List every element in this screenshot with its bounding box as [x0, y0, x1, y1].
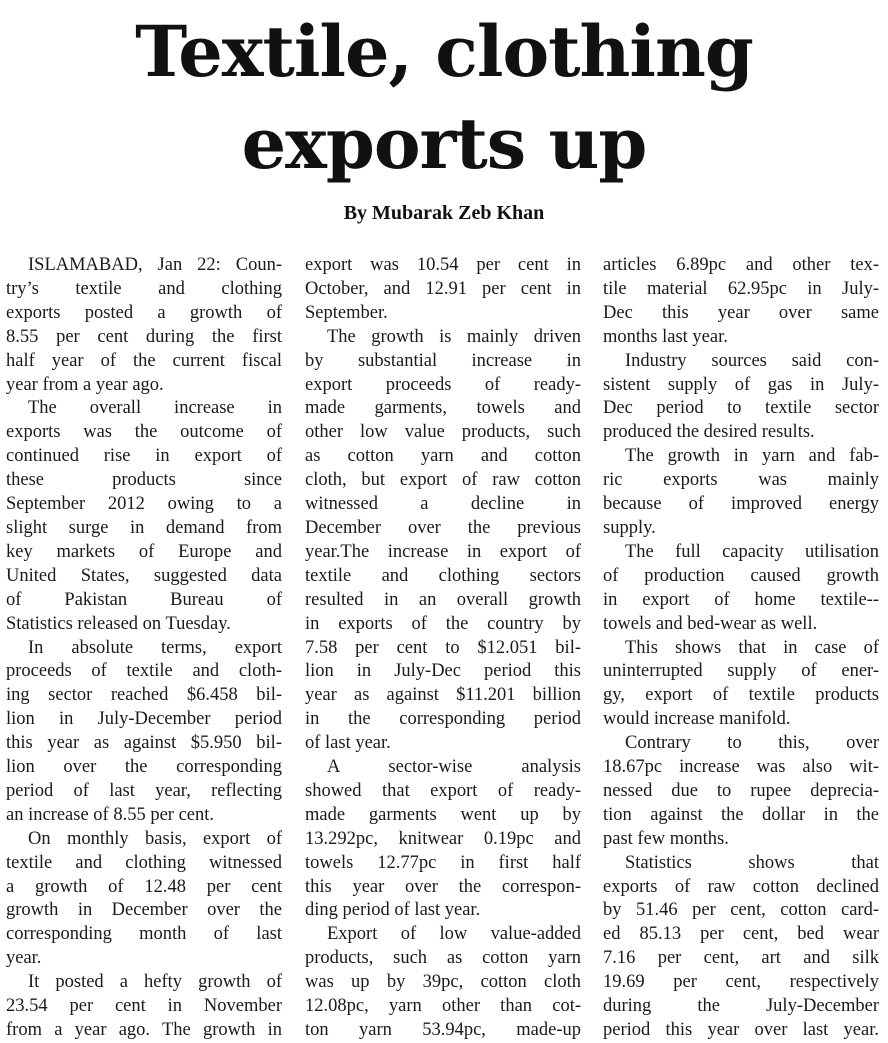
article-text-line: months last year.	[603, 326, 728, 347]
article-text-line: would increase manifold.	[603, 709, 791, 730]
article-text-line: lion over the corresponding	[6, 757, 282, 778]
article-text-line: United States, suggested data	[6, 565, 282, 586]
article-column-3	[603, 254, 879, 1043]
article-text-line: The overall increase in	[28, 398, 282, 419]
article-text-line: Statistics released on Tuesday.	[6, 613, 231, 634]
article-text-line: ding period of last year.	[305, 900, 481, 921]
article-text-line: tion against the dollar in the	[603, 804, 879, 825]
article-text-line: The full capacity utilisation	[625, 541, 879, 562]
article-text-line: supply.	[603, 517, 656, 538]
article-text-line: of last year.	[305, 733, 391, 754]
article-text-line: witnessed a decline in	[305, 494, 581, 515]
article-text-line: 13.292pc, knitwear 0.19pc and	[305, 828, 581, 849]
article-text-line: ISLAMABAD, Jan 22: Coun-	[28, 255, 282, 275]
article-text-line: was up by 39pc, cotton cloth	[305, 972, 581, 993]
article-text-line: articles 6.89pc and other tex-	[603, 255, 879, 275]
article-text-line: in exports of the country by	[305, 613, 581, 634]
article-text-line: from a year ago. The growth in	[6, 1020, 282, 1040]
article-text-line: Export of low value-added	[327, 924, 581, 945]
article-text-line: A sector-wise analysis	[327, 757, 581, 778]
article-text-line: year as against $11.201 billion	[305, 685, 581, 706]
article-text-line: period of last year, reflecting	[6, 780, 282, 801]
article-text-line: sistent supply of gas in July-	[603, 374, 879, 395]
article-text-line: This shows that in case of	[625, 637, 879, 658]
article-text-line: In absolute terms, export	[28, 637, 282, 658]
article-text-line: ric exports was mainly	[603, 470, 879, 491]
article-text-line: in export of home textile--	[603, 589, 879, 610]
article-text-line: by substantial increase in	[305, 350, 581, 371]
article-text-line: in the corresponding period	[305, 709, 581, 730]
headline	[0, 6, 888, 190]
article-text-line: exports posted a growth of	[6, 302, 282, 323]
article-text-line: gy, export of textile products	[603, 685, 879, 706]
article-text-line: nessed due to rupee deprecia-	[603, 780, 879, 801]
article-text-line: tile material 62.95pc in July-	[603, 278, 879, 299]
article-text-line: products, such as cotton yarn	[305, 948, 581, 969]
article-text-line: slight surge in demand from	[6, 517, 282, 538]
headline-line-1: Textile, clothing	[135, 10, 753, 93]
article-text-line: 7.16 per cent, art and silk	[603, 948, 879, 969]
article-text-line: export proceeds of ready-	[305, 374, 581, 395]
article-text-line: period this year over last year.	[603, 1020, 879, 1040]
article-text-line: export was 10.54 per cent in	[305, 255, 581, 275]
article-text-line: other low value products, such	[305, 422, 581, 443]
article-text-line: 12.08pc, yarn other than cot-	[305, 996, 581, 1017]
article-text-line: growth in December over the	[6, 900, 282, 921]
article-text-line: this year over the correspon-	[305, 876, 581, 897]
article-text-line: half year of the current fiscal	[6, 350, 282, 371]
article-text-line: continued rise in export of	[6, 446, 282, 467]
article-text-line: textile and clothing witnessed	[6, 852, 282, 873]
article-text-line: September 2012 owing to a	[6, 494, 282, 515]
article-column-1	[6, 254, 282, 1043]
article-text-line: of Pakistan Bureau of	[6, 589, 282, 610]
article-text-line: by 51.46 per cent, cotton card-	[603, 900, 879, 921]
article-text-line: because of improved energy	[603, 494, 879, 515]
article-text-line: made garments went up by	[305, 804, 581, 825]
article-text-line: exports of raw cotton declined	[603, 876, 879, 897]
article-text-line: Industry sources said con-	[625, 350, 879, 371]
article-text-line: towels and bed-wear as well.	[603, 613, 818, 634]
article-text-line: proceeds of textile and cloth-	[6, 661, 282, 682]
article-text-line: resulted in an overall growth	[305, 589, 581, 610]
article-text-line: The growth in yarn and fab-	[625, 446, 879, 467]
article-text-line: Statistics shows that	[625, 852, 879, 873]
article-text-line: year.The increase in export of	[305, 541, 581, 562]
article-text-line: exports was the outcome of	[6, 422, 282, 443]
article-text-line: October, and 12.91 per cent in	[305, 278, 581, 299]
article-text-line: past few months.	[603, 828, 729, 849]
article-text-line: ing sector reached $6.458 bil-	[6, 685, 282, 706]
article-text-line: produced the desired results.	[603, 422, 815, 443]
article-text-line: 7.58 per cent to $12.051 bil-	[305, 637, 581, 658]
article-text-line: lion in July-December period	[6, 709, 282, 730]
article-text-line: during the July-December	[603, 996, 879, 1017]
article-text-line: December over the previous	[305, 517, 581, 538]
article-text-line: year.	[6, 948, 42, 969]
headline-line-2: exports up	[241, 102, 647, 185]
article-text-line: these products since	[6, 470, 282, 491]
article-text-line: Contrary to this, over	[625, 733, 879, 754]
article-text-line: 18.67pc increase was also wit-	[603, 757, 879, 778]
article-text-line: Dec period to textile sector	[603, 398, 879, 419]
article-text-line: 19.69 per cent, respectively	[603, 972, 879, 993]
article-column-2	[305, 254, 581, 1043]
article-text-line: textile and clothing sectors	[305, 565, 581, 586]
byline: By Mubarak Zeb Khan	[343, 202, 545, 224]
article-text-line: an increase of 8.55 per cent.	[6, 804, 215, 825]
article-text-line: try’s textile and clothing	[6, 278, 282, 299]
article-text-line: Dec this year over same	[603, 302, 879, 323]
article-text-line: made garments, towels and	[305, 398, 581, 419]
article-text-line: On monthly basis, export of	[28, 828, 282, 849]
article-text-line: The growth is mainly driven	[327, 326, 581, 347]
article-text-line: uninterrupted supply of ener-	[603, 661, 879, 682]
article-text-line: 23.54 per cent in November	[6, 996, 282, 1017]
article-text-line: year from a year ago.	[6, 374, 164, 395]
article-text-line: key markets of Europe and	[6, 541, 282, 562]
article-text-line: ed 85.13 per cent, bed wear	[603, 924, 879, 945]
article-text-line: 8.55 per cent during the first	[6, 326, 282, 347]
article-text-line: ton yarn 53.94pc, made-up	[305, 1020, 581, 1040]
article-text-line: showed that export of ready-	[305, 780, 581, 801]
article-text-line: cloth, but export of raw cotton	[305, 470, 581, 491]
article-text-line: towels 12.77pc in first half	[305, 852, 581, 873]
article-text-line: corresponding month of last	[6, 924, 282, 945]
article-text-line: It posted a hefty growth of	[28, 972, 282, 993]
article-text-line: September.	[305, 302, 388, 323]
article-text-line: this year as against $5.950 bil-	[6, 733, 282, 754]
article-text-line: lion in July-Dec period this	[305, 661, 581, 682]
article-text-line: of production caused growth	[603, 565, 879, 586]
article-text-line: a growth of 12.48 per cent	[6, 876, 282, 897]
article-text-line: as cotton yarn and cotton	[305, 446, 581, 467]
